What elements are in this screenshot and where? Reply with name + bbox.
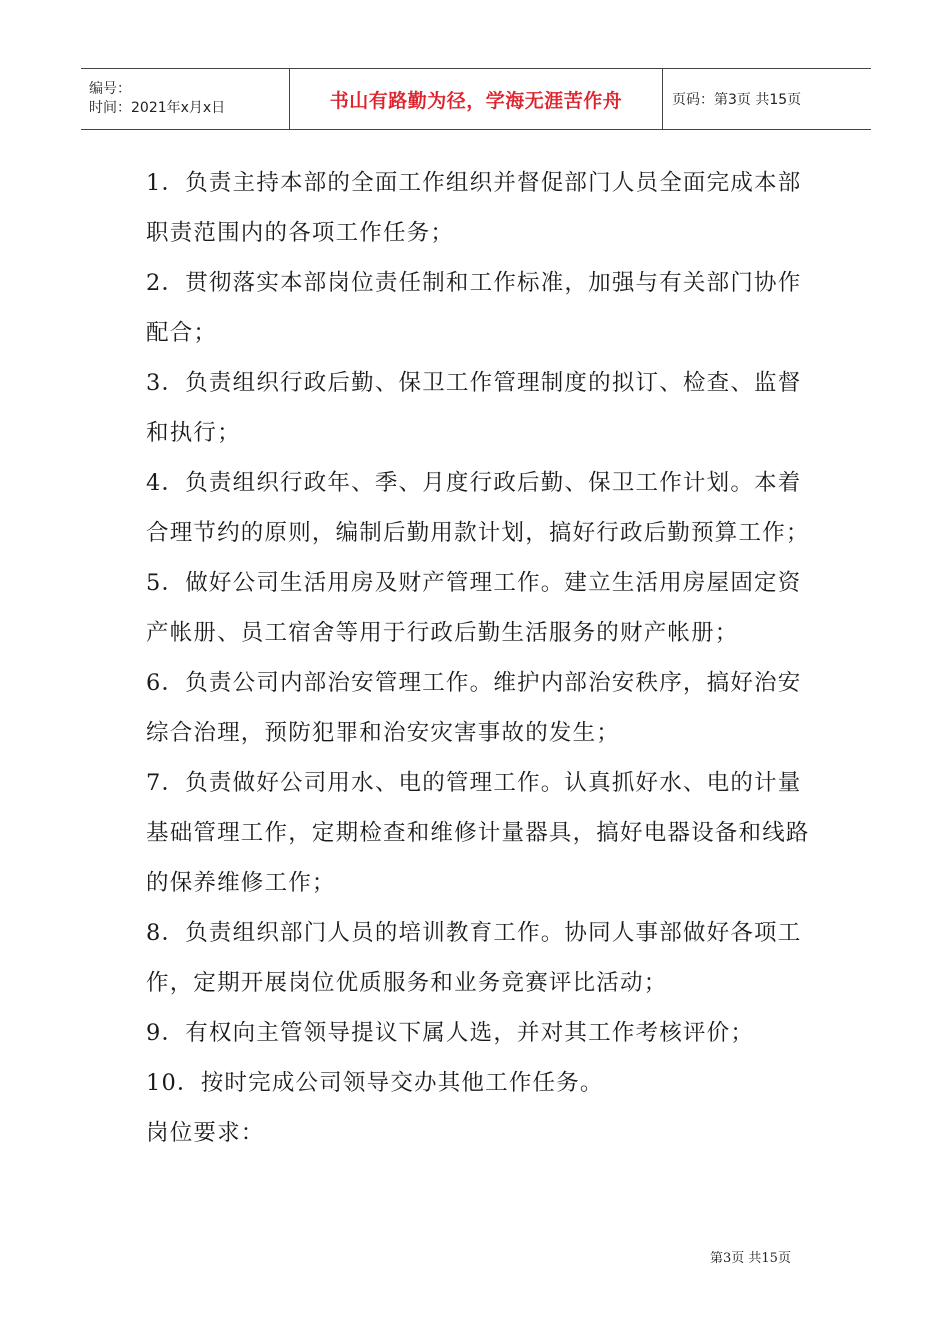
page-footer: 第3页 共15页 [710, 1251, 791, 1266]
document-body [146, 158, 814, 1158]
duty-item-8: 8．负责组织部门人员的培训教育工作。协同人事部做好各项工作，定期开展岗位优质服务和业务竞赛评比活动； [146, 920, 802, 996]
document-header [81, 68, 871, 130]
header-motto: 书山有路勤为径，学海无涯苦作舟 [290, 69, 663, 129]
duty-item-3: 3．负责组织行政后勤、保卫工作管理制度的拟订、检查、监督和执行； [146, 370, 802, 446]
header-meta [81, 69, 290, 129]
duty-item-9: 9．有权向主管领导提议下属人选，并对其工作考核评价； [146, 1020, 755, 1046]
duty-item-4: 4．负责组织行政年、季、月度行政后勤、保卫工作计划。本着合理节约的原则，编制后勤用款计划，搞好行政后勤预算工作； [146, 470, 810, 546]
duty-item-10: 10．按时完成公司领导交办其他工作任务。 [146, 1070, 604, 1096]
duty-item-5: 5．做好公司生活用房及财产管理工作。建立生活用房屋固定资产帐册、员工宿舍等用于行政后勤生活服务的财产帐册； [146, 570, 802, 646]
duty-item-7: 7．负责做好公司用水、电的管理工作。认真抓好水、电的计量基础管理工作，定期检查和维修计量器具，搞好电器设备和线路的保养维修工作； [146, 770, 810, 896]
document-time-label: 时间：2021年x月x日 [89, 100, 226, 116]
document-number-label: 编号： [89, 81, 131, 97]
duty-item-2: 2．贯彻落实本部岗位责任制和工作标准，加强与有关部门协作配合； [146, 270, 802, 346]
duty-item-6: 6．负责公司内部治安管理工作。维护内部治安秩序，搞好治安综合治理，预防犯罪和治安灾害事故的发生； [146, 670, 802, 746]
section-heading-requirements: 岗位要求： [146, 1120, 265, 1146]
header-page-info: 页码：第3页 共15页 [672, 92, 802, 108]
duty-item-1: 1．负责主持本部的全面工作组织并督促部门人员全面完成本部职责范围内的各项工作任务； [146, 170, 802, 246]
